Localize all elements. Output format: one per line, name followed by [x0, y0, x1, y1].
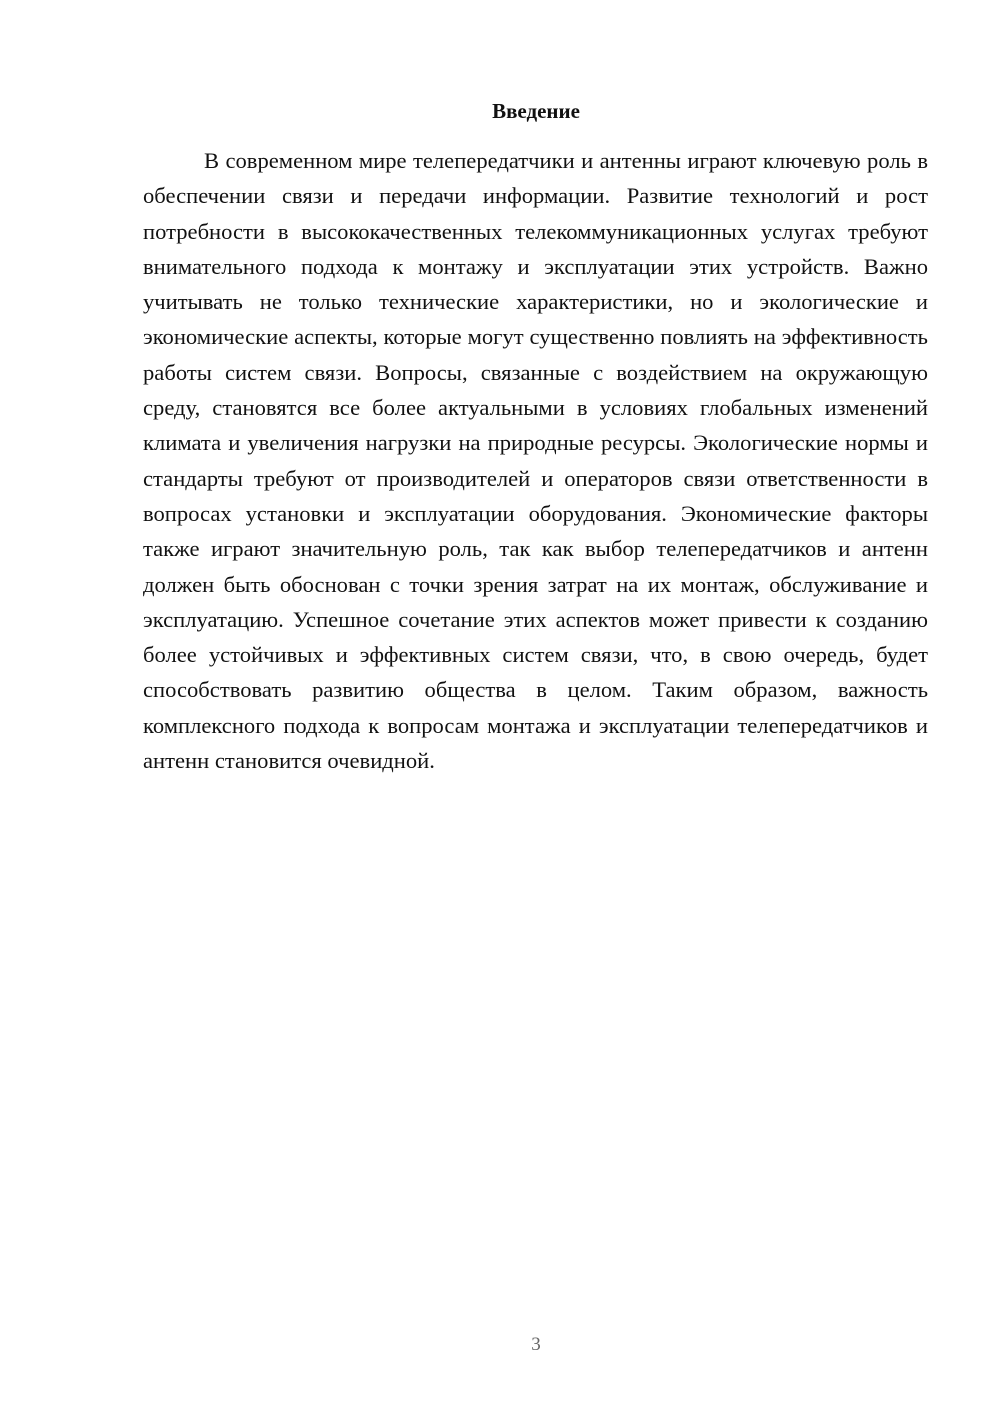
- introduction-paragraph: В современном мире телепередатчики и антенны играют ключевую роль в обеспечении связи и передачи информации. Развитие технологий и рост потребности в высококачественных телекоммуникационных услугах требуют внимательного подхода к монтажу и эксплуатации этих устройств. Важно учитывать не только технические характеристики, но и экологические и экономические аспекты, которые могут существенно повлиять на эффективность работы систем связи. Вопросы, связанные с воздействием на окружающую среду, становятся все более актуальными в условиях глобальных изменений климата и увеличения нагрузки на природные ресурсы. Экологические нормы и стандарты требуют от производителей и операторов связи ответственности в вопросах установки и эксплуатации оборудования. Экономические факторы также играют значительную роль, так как выбор телепередатчиков и антенн должен быть обоснован с точки зрения затрат на их монтаж, обслуживание и эксплуатацию. Успешное сочетание этих аспектов может привести к созданию более устойчивых и эффективных систем связи, что, в свою очередь, будет способствовать развитию общества в целом. Таким образом, важность комплексного подхода к вопросам монтажа и эксплуатации телепередатчиков и антенн становится очевидной.: [143, 148, 928, 774]
- page-number: 3: [531, 1334, 541, 1355]
- section-heading: Введение: [492, 99, 580, 123]
